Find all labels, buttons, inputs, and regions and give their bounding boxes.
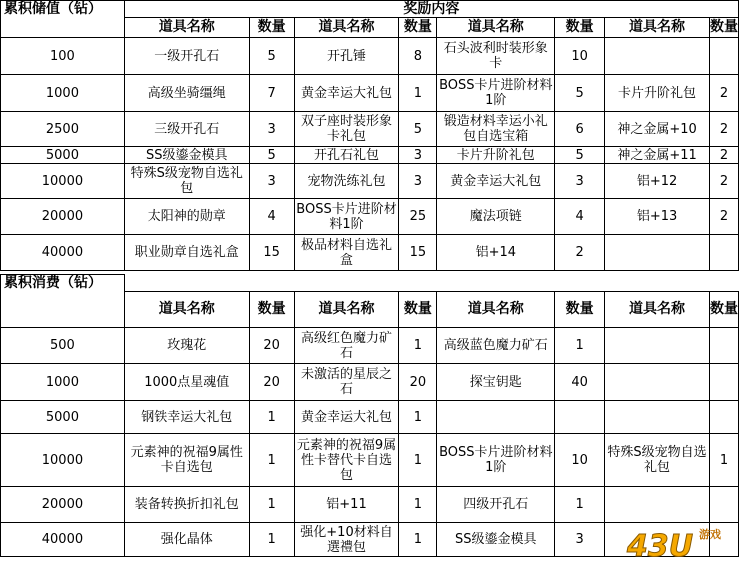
tier-cell: 100	[1, 38, 125, 75]
item-qty-cell: 1	[555, 487, 605, 523]
item-qty-cell: 1	[399, 328, 437, 364]
tier-cell: 10000	[1, 164, 125, 199]
item-name-cell: 黄金幸运大礼包	[437, 164, 555, 199]
item-qty-cell: 5	[249, 38, 294, 75]
item-qty-cell: 1	[249, 487, 294, 523]
item-qty-cell: 1	[249, 401, 294, 434]
item-qty-cell	[709, 38, 738, 75]
item-qty-cell: 2	[709, 112, 738, 147]
item-qty-cell: 5	[555, 75, 605, 112]
item-qty-cell: 2	[709, 75, 738, 112]
col-item-header: 道具名称	[605, 292, 710, 328]
table-row	[1, 487, 739, 523]
item-name-cell: 卡片升阶礼包	[437, 147, 555, 164]
table-row	[1, 364, 739, 401]
tier-cell: 20000	[1, 487, 125, 523]
item-qty-cell: 1	[249, 434, 294, 487]
item-qty-cell: 10	[555, 38, 605, 75]
tier-cell: 10000	[1, 434, 125, 487]
col-qty-header: 数量	[709, 18, 738, 38]
item-qty-cell: 15	[399, 235, 437, 271]
col-qty-header: 数量	[709, 292, 738, 328]
item-name-cell: BOSS卡片进阶材料1阶	[437, 434, 555, 487]
col-item-header: 道具名称	[294, 18, 399, 38]
item-qty-cell: 6	[555, 112, 605, 147]
item-name-cell: 黄金幸运大礼包	[294, 75, 399, 112]
item-name-cell	[605, 401, 710, 434]
item-name-cell: 高级坐骑缰绳	[124, 75, 249, 112]
item-name-cell: 未激活的星辰之石	[294, 364, 399, 401]
item-qty-cell: 20	[249, 328, 294, 364]
tier-cell: 5000	[1, 147, 125, 164]
item-qty-cell: 3	[399, 147, 437, 164]
col-item-header: 道具名称	[437, 18, 555, 38]
tier-cell: 1000	[1, 364, 125, 401]
site-watermark-logo	[625, 524, 737, 562]
item-name-cell: 铝+14	[437, 235, 555, 271]
item-name-cell: 强化+10材料自選禮包	[294, 523, 399, 557]
item-name-cell	[605, 328, 710, 364]
col-qty-header: 数量	[399, 18, 437, 38]
item-name-cell: 四级开孔石	[437, 487, 555, 523]
table-row	[1, 434, 739, 487]
col-qty-header: 数量	[555, 292, 605, 328]
watermark-sub-text: 游戏	[699, 528, 721, 541]
item-qty-cell: 4	[555, 199, 605, 235]
item-qty-cell: 1	[249, 523, 294, 557]
item-qty-cell	[555, 401, 605, 434]
item-name-cell	[605, 487, 710, 523]
table-row	[1, 112, 739, 147]
item-qty-cell: 20	[399, 364, 437, 401]
tier-cell: 40000	[1, 235, 125, 271]
item-name-cell: 开孔石礼包	[294, 147, 399, 164]
tier-cell: 5000	[1, 401, 125, 434]
item-name-cell: 极品材料自选礼盒	[294, 235, 399, 271]
item-name-cell: 铝+13	[605, 199, 710, 235]
item-name-cell: 铝+11	[294, 487, 399, 523]
item-qty-cell: 5	[555, 147, 605, 164]
storage-reward-table	[0, 0, 739, 271]
item-name-cell: 双子座时装形象卡礼包	[294, 112, 399, 147]
col-qty-header: 数量	[249, 292, 294, 328]
item-name-cell: 太阳神的勋章	[124, 199, 249, 235]
table-row	[1, 147, 739, 164]
item-qty-cell: 3	[249, 112, 294, 147]
tier-cell: 40000	[1, 523, 125, 557]
item-name-cell: 三级开孔石	[124, 112, 249, 147]
item-name-cell: BOSS卡片进阶材料1阶	[294, 199, 399, 235]
consume-reward-table	[0, 274, 739, 557]
item-qty-cell: 25	[399, 199, 437, 235]
item-qty-cell	[709, 364, 738, 401]
item-qty-cell	[709, 487, 738, 523]
item-qty-cell: 3	[555, 164, 605, 199]
item-name-cell: 高级红色魔力矿石	[294, 328, 399, 364]
reward-header: 奖励内容	[124, 1, 738, 18]
col-qty-header: 数量	[249, 18, 294, 38]
table-row	[1, 75, 739, 112]
item-name-cell: 一级开孔石	[124, 38, 249, 75]
item-name-cell: 玫瑰花	[124, 328, 249, 364]
tier-header-blank	[1, 292, 125, 328]
item-name-cell	[605, 38, 710, 75]
item-qty-cell: 3	[555, 523, 605, 557]
item-name-cell: 装备转换折扣礼包	[124, 487, 249, 523]
item-qty-cell: 10	[555, 434, 605, 487]
table-row	[1, 38, 739, 75]
item-qty-cell: 1	[399, 434, 437, 487]
item-name-cell: 钢铁幸运大礼包	[124, 401, 249, 434]
col-qty-header: 数量	[399, 292, 437, 328]
item-qty-cell: 20	[249, 364, 294, 401]
item-qty-cell: 2	[709, 199, 738, 235]
tier-cell: 20000	[1, 199, 125, 235]
col-item-header: 道具名称	[124, 292, 249, 328]
item-name-cell: 元素神的祝福9属性卡替代卡自选包	[294, 434, 399, 487]
item-qty-cell: 2	[555, 235, 605, 271]
table-row	[1, 328, 739, 364]
item-name-cell: 石头波利时装形象卡	[437, 38, 555, 75]
item-name-cell: 开孔锤	[294, 38, 399, 75]
item-name-cell: 宠物洗练礼包	[294, 164, 399, 199]
col-item-header: 道具名称	[124, 18, 249, 38]
item-qty-cell: 5	[249, 147, 294, 164]
item-qty-cell: 7	[249, 75, 294, 112]
storage-section-label: 累积储值（钻）	[1, 1, 125, 18]
item-qty-cell: 2	[709, 147, 738, 164]
item-qty-cell: 1	[399, 401, 437, 434]
item-name-cell: 魔法项链	[437, 199, 555, 235]
item-qty-cell: 3	[399, 164, 437, 199]
item-qty-cell: 3	[249, 164, 294, 199]
item-name-cell: 探宝钥匙	[437, 364, 555, 401]
item-name-cell: 锻造材料幸运小礼包自选宝箱	[437, 112, 555, 147]
item-name-cell: 铝+12	[605, 164, 710, 199]
consume-blank-band	[124, 275, 738, 292]
tier-cell: 2500	[1, 112, 125, 147]
col-item-header: 道具名称	[294, 292, 399, 328]
item-name-cell: 强化晶体	[124, 523, 249, 557]
item-name-cell: 神之金属+10	[605, 112, 710, 147]
item-qty-cell: 1	[555, 328, 605, 364]
item-qty-cell: 8	[399, 38, 437, 75]
item-qty-cell: 40	[555, 364, 605, 401]
item-name-cell: 特殊S级宠物自选礼包	[605, 434, 710, 487]
col-qty-header: 数量	[555, 18, 605, 38]
item-name-cell	[437, 401, 555, 434]
item-name-cell: 黄金幸运大礼包	[294, 401, 399, 434]
item-name-cell: BOSS卡片进阶材料1阶	[437, 75, 555, 112]
table-row	[1, 164, 739, 199]
item-qty-cell: 1	[399, 75, 437, 112]
item-qty-cell	[709, 328, 738, 364]
item-name-cell: 卡片升阶礼包	[605, 75, 710, 112]
item-qty-cell: 1	[399, 487, 437, 523]
item-name-cell: 元素神的祝福9属性卡自选包	[124, 434, 249, 487]
item-name-cell	[605, 235, 710, 271]
tier-header-blank	[1, 18, 125, 38]
table-row	[1, 235, 739, 271]
item-qty-cell: 2	[709, 164, 738, 199]
item-qty-cell: 15	[249, 235, 294, 271]
item-qty-cell: 5	[399, 112, 437, 147]
item-name-cell: 神之金属+11	[605, 147, 710, 164]
tier-cell: 1000	[1, 75, 125, 112]
watermark-brand-text: 43U	[627, 529, 694, 562]
col-item-header: 道具名称	[605, 18, 710, 38]
tier-cell: 500	[1, 328, 125, 364]
item-name-cell: SS级鎏金模具	[437, 523, 555, 557]
table-row	[1, 401, 739, 434]
item-name-cell	[605, 364, 710, 401]
item-name-cell: 特殊S级宠物自选礼包	[124, 164, 249, 199]
item-name-cell: 1000点星魂值	[124, 364, 249, 401]
item-qty-cell: 1	[399, 523, 437, 557]
col-item-header: 道具名称	[437, 292, 555, 328]
item-qty-cell: 1	[709, 434, 738, 487]
table-row	[1, 199, 739, 235]
item-name-cell: 职业勋章自选礼盒	[124, 235, 249, 271]
item-qty-cell	[709, 401, 738, 434]
item-qty-cell: 4	[249, 199, 294, 235]
item-name-cell: SS级鎏金模具	[124, 147, 249, 164]
consume-section-label: 累积消费（钻）	[1, 275, 125, 292]
item-name-cell: 高级蓝色魔力矿石	[437, 328, 555, 364]
item-qty-cell	[709, 235, 738, 271]
